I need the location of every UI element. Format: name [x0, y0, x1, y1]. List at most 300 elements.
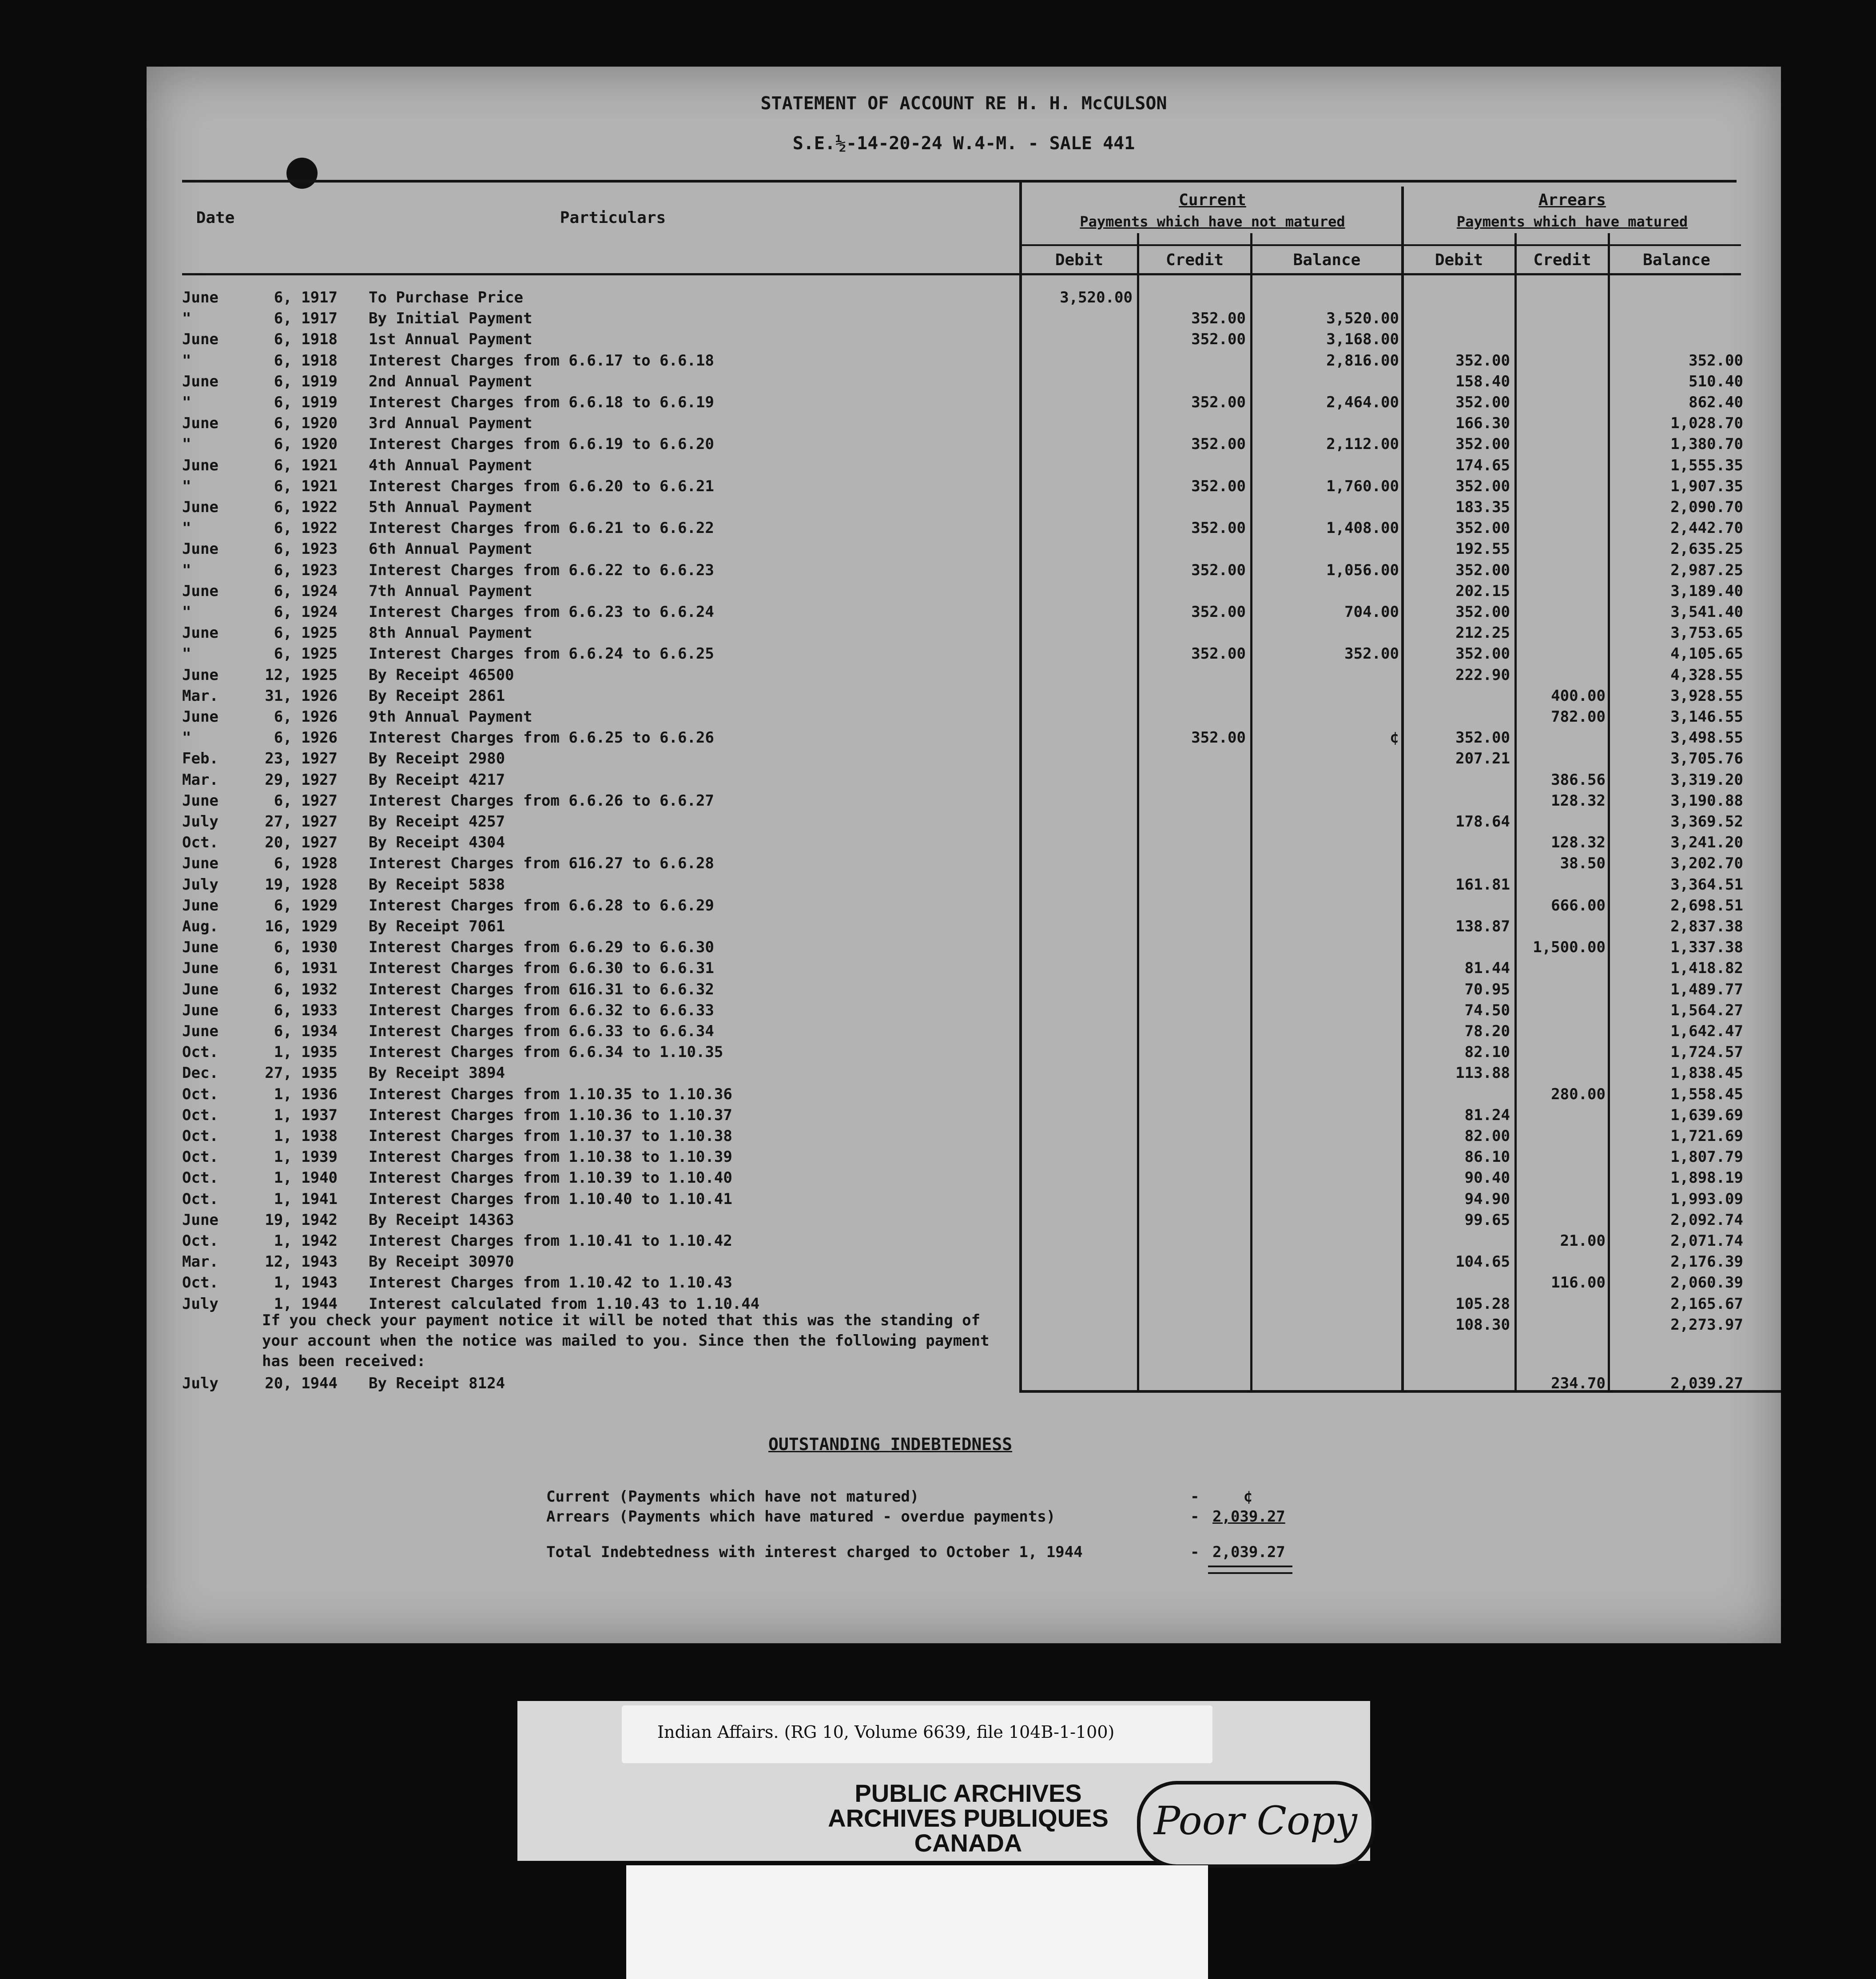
- row-day: 6, 1925: [274, 645, 338, 663]
- row-arrears-balance: 1,724.57: [1670, 1043, 1743, 1061]
- outstanding-title: OUTSTANDING INDEBTEDNESS: [768, 1435, 1013, 1454]
- col-rule-1: [1019, 180, 1022, 1392]
- row-particulars: By Receipt 7061: [369, 918, 505, 935]
- row-arrears-balance: 3,190.88: [1670, 791, 1743, 810]
- row-arrears-debit: 352.00: [1455, 729, 1510, 747]
- row-month: Dec.: [182, 1064, 219, 1082]
- row-arrears-balance: 4,105.65: [1670, 645, 1743, 663]
- row-arrears-credit: 21.00: [1560, 1232, 1606, 1250]
- row-arrears-balance: 3,498.55: [1670, 729, 1743, 747]
- row-month: Feb.: [182, 750, 219, 768]
- row-arrears-balance: 2,176.39: [1670, 1253, 1743, 1271]
- row-particulars: By Receipt 2980: [369, 750, 505, 768]
- row-arrears-balance: 2,060.39: [1670, 1274, 1743, 1292]
- row-day: 6, 1933: [274, 1001, 338, 1019]
- row-arrears-credit: 386.56: [1551, 771, 1606, 789]
- row-arrears-balance: 862.40: [1689, 393, 1743, 411]
- outstanding-arrears-dash: -: [1190, 1508, 1200, 1526]
- header-current: Current: [1179, 191, 1246, 209]
- row-day: 1, 1938: [274, 1127, 338, 1145]
- row-arrears-debit: 70.95: [1464, 980, 1510, 998]
- row-arrears-balance: 2,273.97: [1670, 1315, 1743, 1334]
- row-particulars: Interest Charges from 1.10.41 to 1.10.42: [369, 1232, 732, 1250]
- row-arrears-balance: 1,838.45: [1670, 1064, 1743, 1082]
- row-current-balance: 352.00: [1344, 645, 1399, 663]
- row-day: 6, 1932: [274, 980, 338, 998]
- row-arrears-debit: 352.00: [1455, 351, 1510, 370]
- row-arrears-balance: 3,705.76: [1670, 750, 1743, 768]
- row-particulars: Interest Charges from 6.6.22 to 6.6.23: [369, 561, 714, 579]
- row-particulars: 6th Annual Payment: [369, 540, 533, 558]
- row-particulars: Interest Charges from 1.10.37 to 1.10.38: [369, 1127, 732, 1145]
- row-day: 6, 1917: [274, 310, 338, 328]
- row-month: ": [182, 561, 191, 579]
- row-day: 6, 1928: [274, 854, 338, 873]
- header-bottom-rule: [182, 273, 1741, 275]
- row-month: June: [182, 498, 219, 516]
- row-arrears-credit: 280.00: [1551, 1085, 1606, 1103]
- row-arrears-balance: 2,092.74: [1670, 1211, 1743, 1229]
- public-archives-logo: [773, 1781, 1164, 1856]
- row-arrears-credit: 782.00: [1551, 708, 1606, 726]
- row-arrears-balance: 1,642.47: [1670, 1022, 1743, 1040]
- row-month: June: [182, 1211, 219, 1229]
- header-date: Date: [196, 209, 235, 227]
- row-day: 6, 1921: [274, 477, 338, 495]
- row-arrears-balance: 3,202.70: [1670, 854, 1743, 873]
- row-arrears-debit: 222.90: [1455, 666, 1510, 684]
- row-particulars: By Receipt 30970: [369, 1253, 514, 1271]
- row-arrears-debit: 183.35: [1455, 498, 1510, 516]
- row-day: 6, 1926: [274, 708, 338, 726]
- row-particulars: Interest Charges from 6.6.18 to 6.6.19: [369, 393, 714, 411]
- row-arrears-debit: 90.40: [1464, 1169, 1510, 1187]
- row-day: 1, 1939: [274, 1148, 338, 1166]
- row-month: June: [182, 1022, 219, 1040]
- row-day: 6, 1917: [274, 289, 338, 306]
- row-current-credit: 352.00: [1191, 393, 1246, 411]
- row-arrears-balance: 2,987.25: [1670, 561, 1743, 579]
- row-month: July: [182, 1295, 219, 1313]
- row-arrears-debit: 104.65: [1455, 1253, 1510, 1271]
- row-month: Mar.: [182, 771, 219, 789]
- row-current-balance: 2,112.00: [1326, 435, 1399, 453]
- row-arrears-debit: 74.50: [1464, 1001, 1510, 1019]
- row-current-credit: 352.00: [1191, 477, 1246, 495]
- row-month: Aug.: [182, 918, 219, 935]
- row-day: 16, 1929: [265, 918, 338, 935]
- row-particulars: 5th Annual Payment: [369, 498, 533, 516]
- row-arrears-balance: 3,364.51: [1670, 875, 1743, 894]
- row-day: 6, 1924: [274, 603, 338, 621]
- row-particulars: 8th Annual Payment: [369, 624, 533, 642]
- archive-reference-strip: [622, 1705, 1212, 1763]
- row-day: 6, 1919: [274, 372, 338, 390]
- row-arrears-balance: 4,328.55: [1670, 666, 1743, 684]
- row-particulars: By Receipt 4217: [369, 771, 505, 789]
- statement-title: STATEMENT OF ACCOUNT RE H. H. McCULSON: [760, 93, 1167, 114]
- row-month: June: [182, 896, 219, 914]
- outstanding-total-value: 2,039.27: [1212, 1543, 1285, 1561]
- row-arrears-balance: 1,639.69: [1670, 1106, 1743, 1124]
- row-day: 1, 1942: [274, 1232, 338, 1250]
- row-day: 23, 1927: [265, 750, 338, 768]
- row-arrears-debit: 78.20: [1464, 1022, 1510, 1040]
- row-particulars: Interest Charges from 6.6.23 to 6.6.24: [369, 603, 714, 621]
- row-arrears-credit: 128.32: [1551, 791, 1606, 810]
- row-arrears-balance: 3,146.55: [1670, 708, 1743, 726]
- row-month: June: [182, 456, 219, 474]
- row-current-credit: 352.00: [1191, 645, 1246, 663]
- row-arrears-balance: 352.00: [1689, 351, 1743, 370]
- row-arrears-debit: 161.81: [1455, 875, 1510, 894]
- row-particulars: By Receipt 4304: [369, 834, 505, 852]
- row-day: 1, 1944: [274, 1295, 338, 1313]
- row-month: Oct.: [182, 834, 219, 852]
- row-particulars: 7th Annual Payment: [369, 582, 533, 600]
- row-arrears-credit: 1,500.00: [1533, 938, 1606, 957]
- row-day: 6, 1920: [274, 435, 338, 453]
- row-day: 1, 1937: [274, 1106, 338, 1124]
- payment-notice-note: If you check your payment notice it will be noted that this was the standing of your account when the notice was mailed to you. Since then the following payment has been received:: [262, 1311, 990, 1370]
- row-arrears-balance: 510.40: [1689, 372, 1743, 390]
- row-arrears-balance: 1,558.45: [1670, 1085, 1743, 1103]
- row-day: 12, 1925: [265, 666, 338, 684]
- header-arrears-sub: Payments which have matured: [1456, 213, 1688, 230]
- row-arrears-debit: 86.10: [1464, 1148, 1510, 1166]
- row-particulars: Interest Charges from 1.10.40 to 1.10.41: [369, 1190, 732, 1208]
- row-arrears-debit: 94.90: [1464, 1190, 1510, 1208]
- row-current-credit: 352.00: [1191, 435, 1246, 453]
- row-month: Oct.: [182, 1106, 219, 1124]
- row-particulars: 4th Annual Payment: [369, 456, 533, 474]
- row-month: June: [182, 959, 219, 978]
- row-current-credit: 352.00: [1191, 603, 1246, 621]
- row-particulars: Interest Charges from 1.10.38 to 1.10.39: [369, 1148, 732, 1166]
- row-day: 29, 1927: [265, 771, 338, 789]
- row-day: 1, 1941: [274, 1190, 338, 1208]
- row-arrears-balance: 3,541.40: [1670, 603, 1743, 621]
- row-month: Mar.: [182, 1253, 219, 1271]
- row-current-credit: 352.00: [1191, 561, 1246, 579]
- row-month: Oct.: [182, 1148, 219, 1166]
- row-arrears-debit: 82.00: [1464, 1127, 1510, 1145]
- row-day: 6, 1918: [274, 351, 338, 370]
- row-arrears-balance: 1,337.38: [1670, 938, 1743, 957]
- row-current-balance: 704.00: [1344, 603, 1399, 621]
- row-month: Oct.: [182, 1169, 219, 1187]
- row-month: ": [182, 435, 191, 453]
- row-arrears-balance: 1,380.70: [1670, 435, 1743, 453]
- row-current-balance: 3,520.00: [1326, 310, 1399, 328]
- statement-page: [147, 67, 1781, 1643]
- row-particulars: To Purchase Price: [369, 289, 523, 306]
- row-day: 31, 1926: [265, 687, 338, 705]
- row-arrears-credit: 128.32: [1551, 834, 1606, 852]
- outstanding-current-value: ¢: [1244, 1488, 1253, 1506]
- row-arrears-balance: 1,721.69: [1670, 1127, 1743, 1145]
- row-month: ": [182, 645, 191, 663]
- row-month: ": [182, 310, 191, 328]
- punch-hole: [286, 158, 318, 189]
- row-month: June: [182, 582, 219, 600]
- row-arrears-balance: 1,555.35: [1670, 456, 1743, 474]
- row-month: June: [182, 980, 219, 998]
- row-month: ": [182, 519, 191, 537]
- header-current-debit: Debit: [1055, 251, 1104, 269]
- row-particulars: By Receipt 2861: [369, 687, 505, 705]
- row-arrears-balance: 1,898.19: [1670, 1169, 1743, 1187]
- row-arrears-credit: 38.50: [1560, 854, 1606, 873]
- row-month: June: [182, 289, 219, 306]
- row-arrears-debit: 192.55: [1455, 540, 1510, 558]
- row-day: 6, 1925: [274, 624, 338, 642]
- row-arrears-balance: 1,807.79: [1670, 1148, 1743, 1166]
- row-arrears-debit: 202.15: [1455, 582, 1510, 600]
- row-arrears-debit: 352.00: [1455, 477, 1510, 495]
- row-particulars: Interest Charges from 6.6.25 to 6.6.26: [369, 729, 714, 747]
- header-current-credit: Credit: [1165, 251, 1224, 269]
- row-arrears-debit: 158.40: [1455, 372, 1510, 390]
- outstanding-current-label: Current (Payments which have not matured): [546, 1488, 919, 1506]
- row-arrears-balance: 2,698.51: [1670, 896, 1743, 914]
- row-arrears-balance: 2,090.70: [1670, 498, 1743, 516]
- row-particulars: Interest Charges from 6.6.26 to 6.6.27: [369, 791, 714, 810]
- row-month: Oct.: [182, 1085, 219, 1103]
- row-day: 6, 1918: [274, 330, 338, 349]
- row-arrears-debit: 352.00: [1455, 435, 1510, 453]
- archive-reference: Indian Affairs. (RG 10, Volume 6639, file 104B-1-100): [657, 1722, 1115, 1742]
- row-month: June: [182, 414, 219, 433]
- row-day: 1, 1936: [274, 1085, 338, 1103]
- row-arrears-debit: 352.00: [1455, 645, 1510, 663]
- row-particulars: By Receipt 14363: [369, 1211, 514, 1229]
- row-arrears-debit: 166.30: [1455, 414, 1510, 433]
- row-current-balance: ¢: [1390, 729, 1399, 747]
- header-arrears-balance: Balance: [1643, 251, 1710, 269]
- row-current-credit: 352.00: [1191, 519, 1246, 537]
- row-month: ": [182, 603, 191, 621]
- row-month: June: [182, 624, 219, 642]
- row-particulars: Interest Charges from 1.10.39 to 1.10.40: [369, 1169, 732, 1187]
- row-month: Oct.: [182, 1190, 219, 1208]
- row-particulars: By Receipt 3894: [369, 1064, 505, 1082]
- archives-line-2: ARCHIVES PUBLIQUES: [828, 1804, 1109, 1832]
- row-particulars: By Initial Payment: [369, 310, 533, 328]
- col-rule-5: [1514, 233, 1517, 1392]
- row-arrears-balance: 1,907.35: [1670, 477, 1743, 495]
- row-particulars: 9th Annual Payment: [369, 708, 533, 726]
- row-day: 12, 1943: [265, 1253, 338, 1271]
- row-particulars: By Receipt 4257: [369, 813, 505, 831]
- row-arrears-debit: 113.88: [1455, 1064, 1510, 1082]
- row-arrears-balance: 1,489.77: [1670, 980, 1743, 998]
- row-current-debit: 3,520.00: [1060, 289, 1133, 306]
- row-particulars: By Receipt 46500: [369, 666, 514, 684]
- row-arrears-debit: 212.25: [1455, 624, 1510, 642]
- row-particulars: Interest Charges from 6.6.19 to 6.6.20: [369, 435, 714, 453]
- archives-line-3: CANADA: [914, 1829, 1022, 1857]
- film-leader-block: [626, 1865, 1208, 1979]
- row-particulars: Interest Charges from 6.6.28 to 6.6.29: [369, 896, 714, 914]
- final-arrears-balance: 2,039.27: [1670, 1375, 1743, 1392]
- row-particulars: Interest Charges from 1.10.35 to 1.10.36: [369, 1085, 732, 1103]
- row-particulars: Interest calculated from 1.10.43 to 1.10.44: [369, 1295, 760, 1313]
- row-day: 6, 1923: [274, 540, 338, 558]
- row-day: 1, 1943: [274, 1274, 338, 1292]
- row-arrears-credit: 400.00: [1551, 687, 1606, 705]
- row-month: Oct.: [182, 1274, 219, 1292]
- row-arrears-balance: 3,753.65: [1670, 624, 1743, 642]
- outstanding-current-dash: -: [1190, 1488, 1200, 1506]
- row-current-balance: 1,760.00: [1326, 477, 1399, 495]
- row-arrears-debit: 81.24: [1464, 1106, 1510, 1124]
- total-double-rule-2: [1208, 1572, 1292, 1574]
- row-day: 19, 1942: [265, 1211, 338, 1229]
- row-day: 1, 1935: [274, 1043, 338, 1061]
- row-month: June: [182, 854, 219, 873]
- archives-line-1: PUBLIC ARCHIVES: [855, 1779, 1082, 1807]
- row-particulars: Interest Charges from 1.10.42 to 1.10.43: [369, 1274, 732, 1292]
- header-current-sub: Payments which have not matured: [1080, 213, 1345, 230]
- final-arrears-credit: 234.70: [1551, 1375, 1606, 1392]
- row-arrears-balance: 2,635.25: [1670, 540, 1743, 558]
- row-arrears-balance: 2,071.74: [1670, 1232, 1743, 1250]
- row-arrears-balance: 3,319.20: [1670, 771, 1743, 789]
- row-day: 6, 1922: [274, 519, 338, 537]
- row-month: July: [182, 875, 219, 894]
- row-arrears-debit: 207.21: [1455, 750, 1510, 768]
- row-day: 6, 1934: [274, 1022, 338, 1040]
- row-day: 6, 1926: [274, 729, 338, 747]
- row-arrears-debit: 99.65: [1464, 1211, 1510, 1229]
- row-month: June: [182, 1001, 219, 1019]
- row-particulars: Interest Charges from 6.6.33 to 6.6.34: [369, 1022, 714, 1040]
- final-month: July: [182, 1375, 219, 1392]
- row-arrears-balance: 1,564.27: [1670, 1001, 1743, 1019]
- row-day: 6, 1921: [274, 456, 338, 474]
- row-particulars: 2nd Annual Payment: [369, 372, 533, 390]
- row-month: Oct.: [182, 1232, 219, 1250]
- row-day: 1, 1940: [274, 1169, 338, 1187]
- outstanding-total-dash: -: [1190, 1543, 1200, 1561]
- row-current-balance: 3,168.00: [1326, 330, 1399, 349]
- outstanding-arrears-value: 2,039.27: [1212, 1508, 1285, 1526]
- row-particulars: Interest Charges from 1.10.36 to 1.10.37: [369, 1106, 732, 1124]
- row-particulars: 3rd Annual Payment: [369, 414, 533, 433]
- row-arrears-debit: 105.28: [1455, 1295, 1510, 1313]
- row-arrears-balance: 1,418.82: [1670, 959, 1743, 978]
- row-arrears-debit: 81.44: [1464, 959, 1510, 978]
- header-current-balance: Balance: [1293, 251, 1361, 269]
- row-current-credit: 352.00: [1191, 330, 1246, 349]
- row-particulars: Interest Charges from 6.6.21 to 6.6.22: [369, 519, 714, 537]
- row-month: June: [182, 372, 219, 390]
- row-arrears-debit: 138.87: [1455, 918, 1510, 935]
- header-particulars: Particulars: [560, 209, 666, 227]
- row-particulars: By Receipt 5838: [369, 875, 505, 894]
- row-day: 6, 1923: [274, 561, 338, 579]
- row-month: June: [182, 938, 219, 957]
- row-day: 6, 1919: [274, 393, 338, 411]
- row-particulars: Interest Charges from 6.6.29 to 6.6.30: [369, 938, 714, 957]
- row-current-balance: 2,816.00: [1326, 351, 1399, 370]
- row-day: 6, 1929: [274, 896, 338, 914]
- subheader-rule: [1021, 244, 1741, 246]
- row-month: July: [182, 813, 219, 831]
- row-arrears-debit: 178.64: [1455, 813, 1510, 831]
- row-arrears-debit: 352.00: [1455, 393, 1510, 411]
- row-day: 6, 1920: [274, 414, 338, 433]
- row-particulars: Interest Charges from 6.6.20 to 6.6.21: [369, 477, 714, 495]
- row-particulars: Interest Charges from 616.27 to 6.6.28: [369, 854, 714, 873]
- row-arrears-credit: 116.00: [1551, 1274, 1606, 1292]
- row-arrears-debit: 174.65: [1455, 456, 1510, 474]
- total-double-rule-1: [1208, 1566, 1292, 1567]
- row-arrears-debit: 352.00: [1455, 561, 1510, 579]
- row-arrears-balance: 2,837.38: [1670, 918, 1743, 935]
- row-day: 6, 1927: [274, 791, 338, 810]
- row-day: 19, 1928: [265, 875, 338, 894]
- row-particulars: Interest Charges from 616.31 to 6.6.32: [369, 980, 714, 998]
- poor-copy-text: Poor Copy: [1154, 1798, 1358, 1844]
- row-particulars: Interest Charges from 6.6.32 to 6.6.33: [369, 1001, 714, 1019]
- header-arrears: Arrears: [1538, 191, 1606, 209]
- poor-copy-stamp: [1137, 1781, 1375, 1868]
- row-arrears-balance: 2,442.70: [1670, 519, 1743, 537]
- row-particulars: 1st Annual Payment: [369, 330, 533, 349]
- row-month: June: [182, 540, 219, 558]
- row-arrears-balance: 3,189.40: [1670, 582, 1743, 600]
- row-arrears-balance: 3,241.20: [1670, 834, 1743, 852]
- row-arrears-balance: 1,993.09: [1670, 1190, 1743, 1208]
- row-arrears-balance: 3,928.55: [1670, 687, 1743, 705]
- row-current-credit: 352.00: [1191, 729, 1246, 747]
- row-month: Oct.: [182, 1127, 219, 1145]
- row-particulars: Interest Charges from 6.6.17 to 6.6.18: [369, 351, 714, 370]
- row-arrears-debit: 352.00: [1455, 603, 1510, 621]
- row-day: 6, 1930: [274, 938, 338, 957]
- header-top-rule: [182, 180, 1737, 183]
- row-month: ": [182, 393, 191, 411]
- row-month: ": [182, 477, 191, 495]
- row-arrears-debit: 108.30: [1455, 1315, 1510, 1334]
- row-month: June: [182, 666, 219, 684]
- row-arrears-credit: 666.00: [1551, 896, 1606, 914]
- row-day: 6, 1924: [274, 582, 338, 600]
- row-particulars: Interest Charges from 6.6.30 to 6.6.31: [369, 959, 714, 978]
- header-arrears-debit: Debit: [1435, 251, 1483, 269]
- row-current-credit: 352.00: [1191, 310, 1246, 328]
- outstanding-arrears-label: Arrears (Payments which have matured - overdue payments): [546, 1508, 1056, 1526]
- row-month: ": [182, 351, 191, 370]
- row-arrears-balance: 2,165.67: [1670, 1295, 1743, 1313]
- row-arrears-debit: 82.10: [1464, 1043, 1510, 1061]
- row-arrears-balance: 3,369.52: [1670, 813, 1743, 831]
- header-arrears-credit: Credit: [1533, 251, 1591, 269]
- row-month: ": [182, 729, 191, 747]
- row-month: June: [182, 791, 219, 810]
- row-day: 27, 1927: [265, 813, 338, 831]
- row-month: June: [182, 708, 219, 726]
- row-day: 6, 1922: [274, 498, 338, 516]
- row-particulars: Interest Charges from 6.6.34 to 1.10.35: [369, 1043, 723, 1061]
- row-particulars: Interest Charges from 6.6.24 to 6.6.25: [369, 645, 714, 663]
- row-month: Mar.: [182, 687, 219, 705]
- row-arrears-balance: 1,028.70: [1670, 414, 1743, 433]
- final-particulars: By Receipt 8124: [369, 1375, 505, 1392]
- row-current-balance: 2,464.00: [1326, 393, 1399, 411]
